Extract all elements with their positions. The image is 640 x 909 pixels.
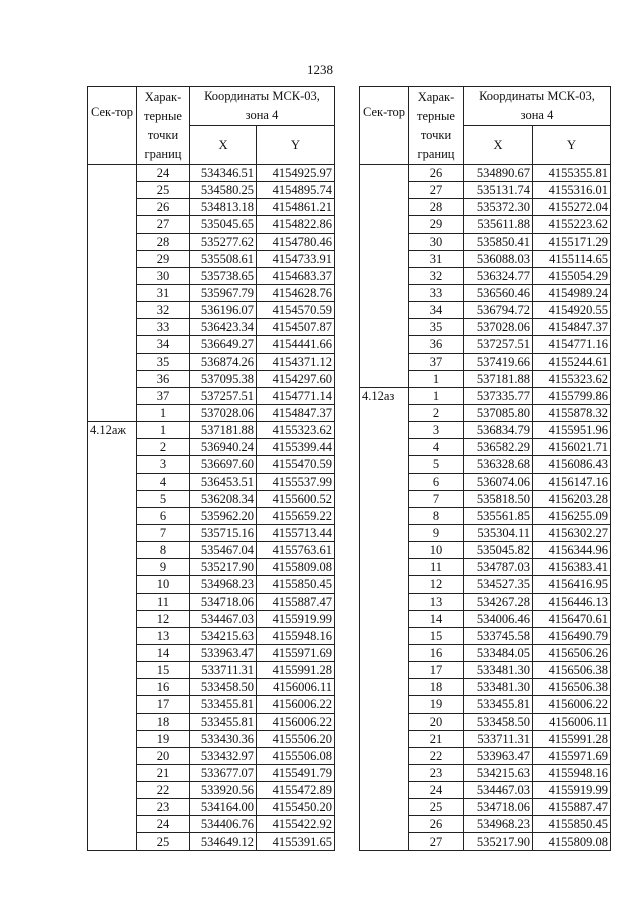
y-coordinate-cell: 4155971.69 bbox=[257, 644, 335, 661]
sector-cell: 4.12аж bbox=[88, 422, 137, 851]
point-number-cell: 25 bbox=[137, 182, 190, 199]
point-number-cell: 34 bbox=[409, 302, 464, 319]
y-coordinate-cell: 4155171.29 bbox=[533, 233, 611, 250]
y-coordinate-cell: 4155537.99 bbox=[257, 473, 335, 490]
y-coordinate-cell: 4156021.71 bbox=[533, 439, 611, 456]
header-points: Харак-терные точки границ bbox=[137, 87, 190, 165]
x-coordinate-cell: 536088.03 bbox=[464, 250, 533, 267]
x-coordinate-cell: 535967.79 bbox=[190, 284, 257, 301]
point-number-cell: 31 bbox=[137, 284, 190, 301]
y-coordinate-cell: 4154780.46 bbox=[257, 233, 335, 250]
x-coordinate-cell: 536794.72 bbox=[464, 302, 533, 319]
y-coordinate-cell: 4155887.47 bbox=[533, 799, 611, 816]
y-coordinate-cell: 4155223.62 bbox=[533, 216, 611, 233]
x-coordinate-cell: 533455.81 bbox=[190, 696, 257, 713]
point-number-cell: 26 bbox=[409, 816, 464, 833]
y-coordinate-cell: 4155316.01 bbox=[533, 182, 611, 199]
x-coordinate-cell: 534813.18 bbox=[190, 199, 257, 216]
point-number-cell: 17 bbox=[409, 662, 464, 679]
x-coordinate-cell: 537419.66 bbox=[464, 353, 533, 370]
x-coordinate-cell: 536874.26 bbox=[190, 353, 257, 370]
point-number-cell: 1 bbox=[409, 370, 464, 387]
x-coordinate-cell: 534718.06 bbox=[190, 593, 257, 610]
x-coordinate-cell: 534890.67 bbox=[464, 165, 533, 182]
y-coordinate-cell: 4156470.61 bbox=[533, 610, 611, 627]
point-number-cell: 8 bbox=[409, 507, 464, 524]
x-coordinate-cell: 536834.79 bbox=[464, 422, 533, 439]
x-coordinate-cell: 533458.50 bbox=[190, 679, 257, 696]
y-coordinate-cell: 4156006.11 bbox=[533, 713, 611, 730]
x-coordinate-cell: 536208.34 bbox=[190, 490, 257, 507]
x-coordinate-cell: 537181.88 bbox=[464, 370, 533, 387]
y-coordinate-cell: 4154371.12 bbox=[257, 353, 335, 370]
x-coordinate-cell: 534718.06 bbox=[464, 799, 533, 816]
table-row bbox=[88, 422, 335, 439]
point-number-cell: 2 bbox=[137, 439, 190, 456]
x-coordinate-cell: 536196.07 bbox=[190, 302, 257, 319]
y-coordinate-cell: 4155114.65 bbox=[533, 250, 611, 267]
y-coordinate-cell: 4156446.13 bbox=[533, 593, 611, 610]
y-coordinate-cell: 4155391.65 bbox=[257, 833, 335, 850]
point-number-cell: 7 bbox=[137, 524, 190, 541]
x-coordinate-cell: 535045.65 bbox=[190, 216, 257, 233]
sector-cell bbox=[88, 165, 137, 422]
point-number-cell: 8 bbox=[137, 542, 190, 559]
y-coordinate-cell: 4155919.99 bbox=[257, 610, 335, 627]
x-coordinate-cell: 537335.77 bbox=[464, 387, 533, 404]
y-coordinate-cell: 4155422.92 bbox=[257, 816, 335, 833]
table-row bbox=[88, 165, 335, 182]
point-number-cell: 31 bbox=[409, 250, 464, 267]
x-coordinate-cell: 533745.58 bbox=[464, 627, 533, 644]
point-number-cell: 10 bbox=[409, 542, 464, 559]
table-row bbox=[360, 387, 611, 404]
x-coordinate-cell: 535611.88 bbox=[464, 216, 533, 233]
point-number-cell: 11 bbox=[409, 559, 464, 576]
point-number-cell: 11 bbox=[137, 593, 190, 610]
y-coordinate-cell: 4155713.44 bbox=[257, 524, 335, 541]
point-number-cell: 16 bbox=[137, 679, 190, 696]
x-coordinate-cell: 534968.23 bbox=[190, 576, 257, 593]
x-coordinate-cell: 534164.00 bbox=[190, 799, 257, 816]
x-coordinate-cell: 535850.41 bbox=[464, 233, 533, 250]
x-coordinate-cell: 536328.68 bbox=[464, 456, 533, 473]
y-coordinate-cell: 4154507.87 bbox=[257, 319, 335, 336]
x-coordinate-cell: 534215.63 bbox=[464, 764, 533, 781]
x-coordinate-cell: 535217.90 bbox=[464, 833, 533, 850]
point-number-cell: 19 bbox=[409, 696, 464, 713]
point-number-cell: 3 bbox=[409, 422, 464, 439]
point-number-cell: 18 bbox=[137, 713, 190, 730]
coordinates-table-left bbox=[87, 86, 335, 851]
x-coordinate-cell: 535818.50 bbox=[464, 490, 533, 507]
y-coordinate-cell: 4155991.28 bbox=[257, 662, 335, 679]
x-coordinate-cell: 533711.31 bbox=[190, 662, 257, 679]
y-coordinate-cell: 4154861.21 bbox=[257, 199, 335, 216]
point-number-cell: 27 bbox=[409, 833, 464, 850]
point-number-cell: 19 bbox=[137, 730, 190, 747]
point-number-cell: 14 bbox=[137, 644, 190, 661]
point-number-cell: 6 bbox=[137, 507, 190, 524]
coordinates-table-right bbox=[359, 86, 611, 851]
y-coordinate-cell: 4154570.59 bbox=[257, 302, 335, 319]
point-number-cell: 24 bbox=[409, 782, 464, 799]
y-coordinate-cell: 4154441.66 bbox=[257, 336, 335, 353]
y-coordinate-cell: 4155323.62 bbox=[257, 422, 335, 439]
y-coordinate-cell: 4154895.74 bbox=[257, 182, 335, 199]
y-coordinate-cell: 4154628.76 bbox=[257, 284, 335, 301]
point-number-cell: 1 bbox=[137, 422, 190, 439]
table-body-left bbox=[88, 165, 335, 851]
x-coordinate-cell: 536324.77 bbox=[464, 267, 533, 284]
y-coordinate-cell: 4154297.60 bbox=[257, 370, 335, 387]
x-coordinate-cell: 535467.04 bbox=[190, 542, 257, 559]
point-number-cell: 37 bbox=[137, 387, 190, 404]
point-number-cell: 21 bbox=[409, 730, 464, 747]
x-coordinate-cell: 533677.07 bbox=[190, 764, 257, 781]
y-coordinate-cell: 4154733.91 bbox=[257, 250, 335, 267]
x-coordinate-cell: 533484.05 bbox=[464, 644, 533, 661]
point-number-cell: 32 bbox=[137, 302, 190, 319]
x-coordinate-cell: 533711.31 bbox=[464, 730, 533, 747]
y-coordinate-cell: 4155850.45 bbox=[533, 816, 611, 833]
y-coordinate-cell: 4155399.44 bbox=[257, 439, 335, 456]
point-number-cell: 35 bbox=[137, 353, 190, 370]
page-number: 1238 bbox=[307, 62, 333, 77]
y-coordinate-cell: 4155450.20 bbox=[257, 799, 335, 816]
y-coordinate-cell: 4154822.86 bbox=[257, 216, 335, 233]
point-number-cell: 3 bbox=[137, 456, 190, 473]
y-coordinate-cell: 4156147.16 bbox=[533, 473, 611, 490]
y-coordinate-cell: 4155887.47 bbox=[257, 593, 335, 610]
point-number-cell: 4 bbox=[137, 473, 190, 490]
x-coordinate-cell: 534527.35 bbox=[464, 576, 533, 593]
x-coordinate-cell: 535372.30 bbox=[464, 199, 533, 216]
x-coordinate-cell: 535304.11 bbox=[464, 524, 533, 541]
point-number-cell: 36 bbox=[409, 336, 464, 353]
x-coordinate-cell: 533458.50 bbox=[464, 713, 533, 730]
point-number-cell: 16 bbox=[409, 644, 464, 661]
y-coordinate-cell: 4155506.20 bbox=[257, 730, 335, 747]
x-coordinate-cell: 533455.81 bbox=[464, 696, 533, 713]
x-coordinate-cell: 535738.65 bbox=[190, 267, 257, 284]
y-coordinate-cell: 4156006.22 bbox=[257, 713, 335, 730]
point-number-cell: 24 bbox=[137, 165, 190, 182]
y-coordinate-cell: 4156490.79 bbox=[533, 627, 611, 644]
x-coordinate-cell: 535962.20 bbox=[190, 507, 257, 524]
x-coordinate-cell: 535217.90 bbox=[190, 559, 257, 576]
y-coordinate-cell: 4155491.79 bbox=[257, 764, 335, 781]
point-number-cell: 33 bbox=[137, 319, 190, 336]
y-coordinate-cell: 4155951.96 bbox=[533, 422, 611, 439]
table-row bbox=[360, 165, 611, 182]
point-number-cell: 25 bbox=[137, 833, 190, 850]
x-coordinate-cell: 533963.47 bbox=[190, 644, 257, 661]
x-coordinate-cell: 537028.06 bbox=[190, 404, 257, 421]
point-number-cell: 27 bbox=[137, 216, 190, 233]
x-coordinate-cell: 536074.06 bbox=[464, 473, 533, 490]
point-number-cell: 18 bbox=[409, 679, 464, 696]
x-coordinate-cell: 535045.82 bbox=[464, 542, 533, 559]
point-number-cell: 21 bbox=[137, 764, 190, 781]
point-number-cell: 27 bbox=[409, 182, 464, 199]
y-coordinate-cell: 4154847.37 bbox=[533, 319, 611, 336]
x-coordinate-cell: 537257.51 bbox=[190, 387, 257, 404]
point-number-cell: 26 bbox=[137, 199, 190, 216]
point-number-cell: 5 bbox=[137, 490, 190, 507]
x-coordinate-cell: 534406.76 bbox=[190, 816, 257, 833]
point-number-cell: 32 bbox=[409, 267, 464, 284]
y-coordinate-cell: 4155971.69 bbox=[533, 747, 611, 764]
point-number-cell: 6 bbox=[409, 473, 464, 490]
point-number-cell: 29 bbox=[409, 216, 464, 233]
x-coordinate-cell: 534968.23 bbox=[464, 816, 533, 833]
header-x: X bbox=[190, 126, 257, 165]
point-number-cell: 17 bbox=[137, 696, 190, 713]
x-coordinate-cell: 533455.81 bbox=[190, 713, 257, 730]
y-coordinate-cell: 4156006.22 bbox=[257, 696, 335, 713]
y-coordinate-cell: 4155809.08 bbox=[533, 833, 611, 850]
point-number-cell: 30 bbox=[137, 267, 190, 284]
x-coordinate-cell: 534467.03 bbox=[190, 610, 257, 627]
point-number-cell: 36 bbox=[137, 370, 190, 387]
point-number-cell: 7 bbox=[409, 490, 464, 507]
x-coordinate-cell: 536560.46 bbox=[464, 284, 533, 301]
point-number-cell: 22 bbox=[409, 747, 464, 764]
point-number-cell: 30 bbox=[409, 233, 464, 250]
x-coordinate-cell: 534580.25 bbox=[190, 182, 257, 199]
sector-cell: 4.12аз bbox=[360, 387, 409, 850]
y-coordinate-cell: 4156506.38 bbox=[533, 662, 611, 679]
point-number-cell: 34 bbox=[137, 336, 190, 353]
x-coordinate-cell: 534006.46 bbox=[464, 610, 533, 627]
y-coordinate-cell: 4155659.22 bbox=[257, 507, 335, 524]
point-number-cell: 23 bbox=[409, 764, 464, 781]
x-coordinate-cell: 534346.51 bbox=[190, 165, 257, 182]
y-coordinate-cell: 4154771.16 bbox=[533, 336, 611, 353]
y-coordinate-cell: 4154989.24 bbox=[533, 284, 611, 301]
x-coordinate-cell: 537028.06 bbox=[464, 319, 533, 336]
y-coordinate-cell: 4155506.08 bbox=[257, 747, 335, 764]
header-y: Y bbox=[533, 126, 611, 165]
point-number-cell: 35 bbox=[409, 319, 464, 336]
y-coordinate-cell: 4155799.86 bbox=[533, 387, 611, 404]
point-number-cell: 23 bbox=[137, 799, 190, 816]
x-coordinate-cell: 535131.74 bbox=[464, 182, 533, 199]
x-coordinate-cell: 534267.28 bbox=[464, 593, 533, 610]
y-coordinate-cell: 4155272.04 bbox=[533, 199, 611, 216]
header-points: Харак-терные точки границ bbox=[409, 87, 464, 165]
y-coordinate-cell: 4155919.99 bbox=[533, 782, 611, 799]
point-number-cell: 26 bbox=[409, 165, 464, 182]
x-coordinate-cell: 533481.30 bbox=[464, 679, 533, 696]
point-number-cell: 20 bbox=[137, 747, 190, 764]
point-number-cell: 1 bbox=[137, 404, 190, 421]
point-number-cell: 28 bbox=[137, 233, 190, 250]
x-coordinate-cell: 535561.85 bbox=[464, 507, 533, 524]
x-coordinate-cell: 537085.80 bbox=[464, 404, 533, 421]
x-coordinate-cell: 534787.03 bbox=[464, 559, 533, 576]
header-y: Y bbox=[257, 126, 335, 165]
y-coordinate-cell: 4155323.62 bbox=[533, 370, 611, 387]
y-coordinate-cell: 4156006.22 bbox=[533, 696, 611, 713]
x-coordinate-cell: 537181.88 bbox=[190, 422, 257, 439]
x-coordinate-cell: 536940.24 bbox=[190, 439, 257, 456]
y-coordinate-cell: 4154683.37 bbox=[257, 267, 335, 284]
x-coordinate-cell: 537257.51 bbox=[464, 336, 533, 353]
x-coordinate-cell: 536453.51 bbox=[190, 473, 257, 490]
point-number-cell: 14 bbox=[409, 610, 464, 627]
x-coordinate-cell: 536697.60 bbox=[190, 456, 257, 473]
point-number-cell: 10 bbox=[137, 576, 190, 593]
x-coordinate-cell: 536423.34 bbox=[190, 319, 257, 336]
y-coordinate-cell: 4154847.37 bbox=[257, 404, 335, 421]
point-number-cell: 9 bbox=[137, 559, 190, 576]
y-coordinate-cell: 4155470.59 bbox=[257, 456, 335, 473]
point-number-cell: 9 bbox=[409, 524, 464, 541]
y-coordinate-cell: 4155878.32 bbox=[533, 404, 611, 421]
y-coordinate-cell: 4154925.97 bbox=[257, 165, 335, 182]
x-coordinate-cell: 534467.03 bbox=[464, 782, 533, 799]
header-coords: Координаты МСК-03, зона 4 bbox=[464, 87, 611, 126]
y-coordinate-cell: 4154771.14 bbox=[257, 387, 335, 404]
x-coordinate-cell: 533963.47 bbox=[464, 747, 533, 764]
point-number-cell: 28 bbox=[409, 199, 464, 216]
point-number-cell: 12 bbox=[137, 610, 190, 627]
point-number-cell: 24 bbox=[137, 816, 190, 833]
y-coordinate-cell: 4156302.27 bbox=[533, 524, 611, 541]
header-sector: Сек-тор bbox=[360, 87, 409, 165]
y-coordinate-cell: 4155355.81 bbox=[533, 165, 611, 182]
y-coordinate-cell: 4155054.29 bbox=[533, 267, 611, 284]
point-number-cell: 37 bbox=[409, 353, 464, 370]
y-coordinate-cell: 4156255.09 bbox=[533, 507, 611, 524]
y-coordinate-cell: 4155244.61 bbox=[533, 353, 611, 370]
point-number-cell: 13 bbox=[137, 627, 190, 644]
x-coordinate-cell: 533481.30 bbox=[464, 662, 533, 679]
point-number-cell: 12 bbox=[409, 576, 464, 593]
y-coordinate-cell: 4156506.26 bbox=[533, 644, 611, 661]
x-coordinate-cell: 534649.12 bbox=[190, 833, 257, 850]
header-sector: Сек-тор bbox=[88, 87, 137, 165]
x-coordinate-cell: 533430.36 bbox=[190, 730, 257, 747]
y-coordinate-cell: 4154920.55 bbox=[533, 302, 611, 319]
point-number-cell: 25 bbox=[409, 799, 464, 816]
header-x: X bbox=[464, 126, 533, 165]
y-coordinate-cell: 4155763.61 bbox=[257, 542, 335, 559]
x-coordinate-cell: 536582.29 bbox=[464, 439, 533, 456]
point-number-cell: 29 bbox=[137, 250, 190, 267]
y-coordinate-cell: 4155600.52 bbox=[257, 490, 335, 507]
point-number-cell: 13 bbox=[409, 593, 464, 610]
point-number-cell: 5 bbox=[409, 456, 464, 473]
y-coordinate-cell: 4156344.96 bbox=[533, 542, 611, 559]
header-coords: Координаты МСК-03, зона 4 bbox=[190, 87, 335, 126]
x-coordinate-cell: 537095.38 bbox=[190, 370, 257, 387]
y-coordinate-cell: 4156203.28 bbox=[533, 490, 611, 507]
y-coordinate-cell: 4155850.45 bbox=[257, 576, 335, 593]
y-coordinate-cell: 4155948.16 bbox=[533, 764, 611, 781]
y-coordinate-cell: 4156086.43 bbox=[533, 456, 611, 473]
point-number-cell: 4 bbox=[409, 439, 464, 456]
x-coordinate-cell: 535277.62 bbox=[190, 233, 257, 250]
x-coordinate-cell: 533432.97 bbox=[190, 747, 257, 764]
y-coordinate-cell: 4155472.89 bbox=[257, 782, 335, 799]
y-coordinate-cell: 4155948.16 bbox=[257, 627, 335, 644]
point-number-cell: 22 bbox=[137, 782, 190, 799]
x-coordinate-cell: 536649.27 bbox=[190, 336, 257, 353]
point-number-cell: 15 bbox=[137, 662, 190, 679]
sector-cell bbox=[360, 165, 409, 388]
y-coordinate-cell: 4156006.11 bbox=[257, 679, 335, 696]
point-number-cell: 2 bbox=[409, 404, 464, 421]
x-coordinate-cell: 535715.16 bbox=[190, 524, 257, 541]
x-coordinate-cell: 533920.56 bbox=[190, 782, 257, 799]
y-coordinate-cell: 4156416.95 bbox=[533, 576, 611, 593]
y-coordinate-cell: 4156506.38 bbox=[533, 679, 611, 696]
point-number-cell: 20 bbox=[409, 713, 464, 730]
point-number-cell: 15 bbox=[409, 627, 464, 644]
y-coordinate-cell: 4156383.41 bbox=[533, 559, 611, 576]
y-coordinate-cell: 4155809.08 bbox=[257, 559, 335, 576]
table-body-right bbox=[360, 165, 611, 851]
x-coordinate-cell: 534215.63 bbox=[190, 627, 257, 644]
y-coordinate-cell: 4155991.28 bbox=[533, 730, 611, 747]
point-number-cell: 1 bbox=[409, 387, 464, 404]
x-coordinate-cell: 535508.61 bbox=[190, 250, 257, 267]
point-number-cell: 33 bbox=[409, 284, 464, 301]
